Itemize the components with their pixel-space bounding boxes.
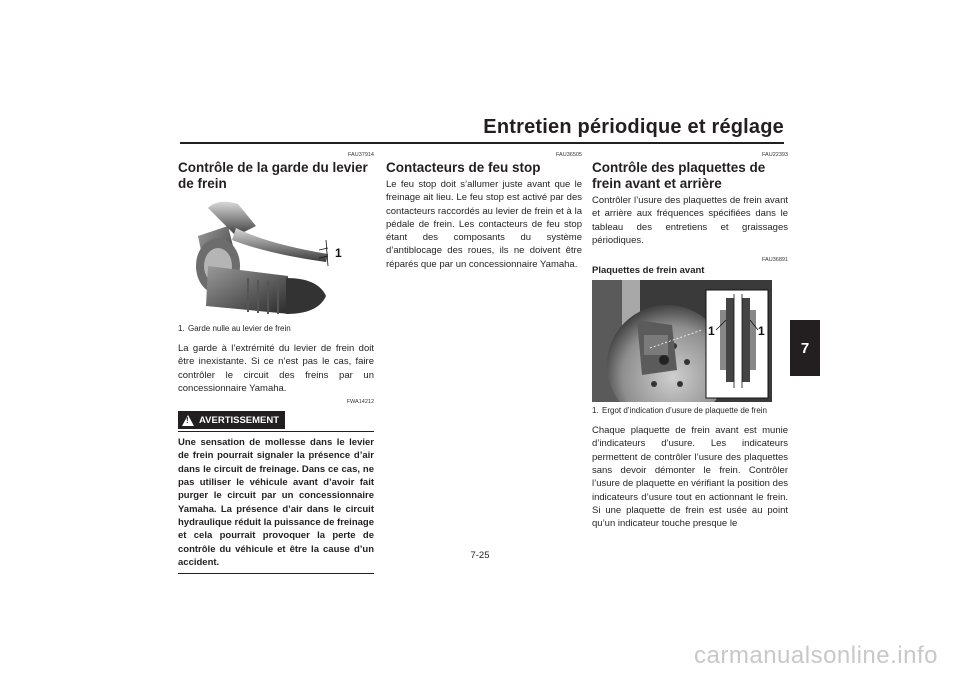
- warning-label: AVERTISSEMENT: [199, 414, 280, 426]
- body-text: La garde à l’extrémité du levier de frein doit être inexistante. Si ce n’est pas le cas, faire contrôler le circuit des freins par un concessionnaire Yamaha.: [178, 343, 374, 394]
- warning-badge: [178, 411, 285, 429]
- warning-header: [178, 411, 374, 429]
- figure-callout-right: 1: [758, 324, 765, 339]
- warning-text: Une sensation de mollesse dans le levier de frein pourrait signaler la présence d’air dans le circuit de freinage. Dans ce cas, ne pas utiliser le véhicule avant d’avoir fait purger le circuit par un concessionnaire Yamaha. La présence d’air dans le circuit hydraulique réduit la puissance de freinage et cela pourrait provoquer la perte de contrôle du véhicule et être la cause d’un accident.: [178, 437, 374, 568]
- column-brake-pads: [592, 148, 788, 531]
- brake-lever-illustration: [178, 196, 356, 320]
- body-text: Le feu stop doit s’allumer juste avant que le freinage ait lieu. Le feu stop est activé par des contacteurs raccordés au levier de frein et à la pédale de frein. Les contacteurs de feu stop étant des composants du système d’antiblocage des roues, ils ne doivent être réparés que par un concessionnaire Yamaha.: [386, 179, 582, 270]
- warning-triangle-icon: [182, 415, 194, 426]
- watermark-text: carmanualsonline.info: [694, 642, 938, 669]
- column-brake-light-switches: [386, 148, 582, 271]
- caption-number: 1.: [178, 324, 185, 333]
- section-code: FAU36505: [556, 152, 582, 158]
- warning-top-rule: [178, 431, 374, 432]
- section-heading: Contrôle des plaquettes de frein avant et arrière: [592, 160, 766, 191]
- column-brake-lever: [178, 148, 374, 574]
- warning-code: FWA14212: [346, 399, 374, 406]
- subsection-heading: Plaquettes de frein avant: [592, 265, 705, 277]
- figure-caption: [178, 324, 374, 334]
- page-number: 7-25: [470, 550, 490, 561]
- caption-text: Garde nulle au levier de frein: [188, 324, 291, 333]
- section-code: FAU22393: [762, 152, 788, 158]
- page-header-title: Entretien périodique et réglage: [483, 116, 784, 138]
- section-code: FAU37914: [348, 152, 374, 158]
- chapter-tab: 7: [790, 320, 820, 376]
- figure-callout-left: 1: [708, 324, 715, 339]
- figure-caption: [592, 406, 788, 416]
- subsection-code: FAU36891: [762, 257, 788, 264]
- warning-bottom-rule: [178, 573, 374, 574]
- caption-text: Ergot d’indication d’usure de plaquette de frein: [602, 406, 767, 416]
- section-heading: Contacteurs de feu stop: [386, 160, 541, 175]
- figure-callout: 1: [335, 246, 342, 260]
- section-heading: Contrôle de la garde du levier de frein: [178, 160, 368, 191]
- body-text-continued: Chaque plaquette de frein avant est munie d’indicateurs d’usure. Les indicateurs permettent de contrôler l’usure des plaquettes sans devoir démonter le frein. Contrôler l’usure de plaquette en vérifiant la position des indicateurs d’usure tout en actionnant le frein. Si une plaquette de frein est usée au point qu’un indicateur touche presque le: [592, 425, 788, 530]
- header-rule: [180, 142, 784, 144]
- body-text: Contrôler l’usure des plaquettes de frein avant et arrière aux fréquences spécifiées dans le tableau des entretiens et graissages périodiques.: [592, 195, 788, 246]
- front-brake-pad-photo: [592, 280, 772, 402]
- caption-number: 1.: [592, 406, 599, 416]
